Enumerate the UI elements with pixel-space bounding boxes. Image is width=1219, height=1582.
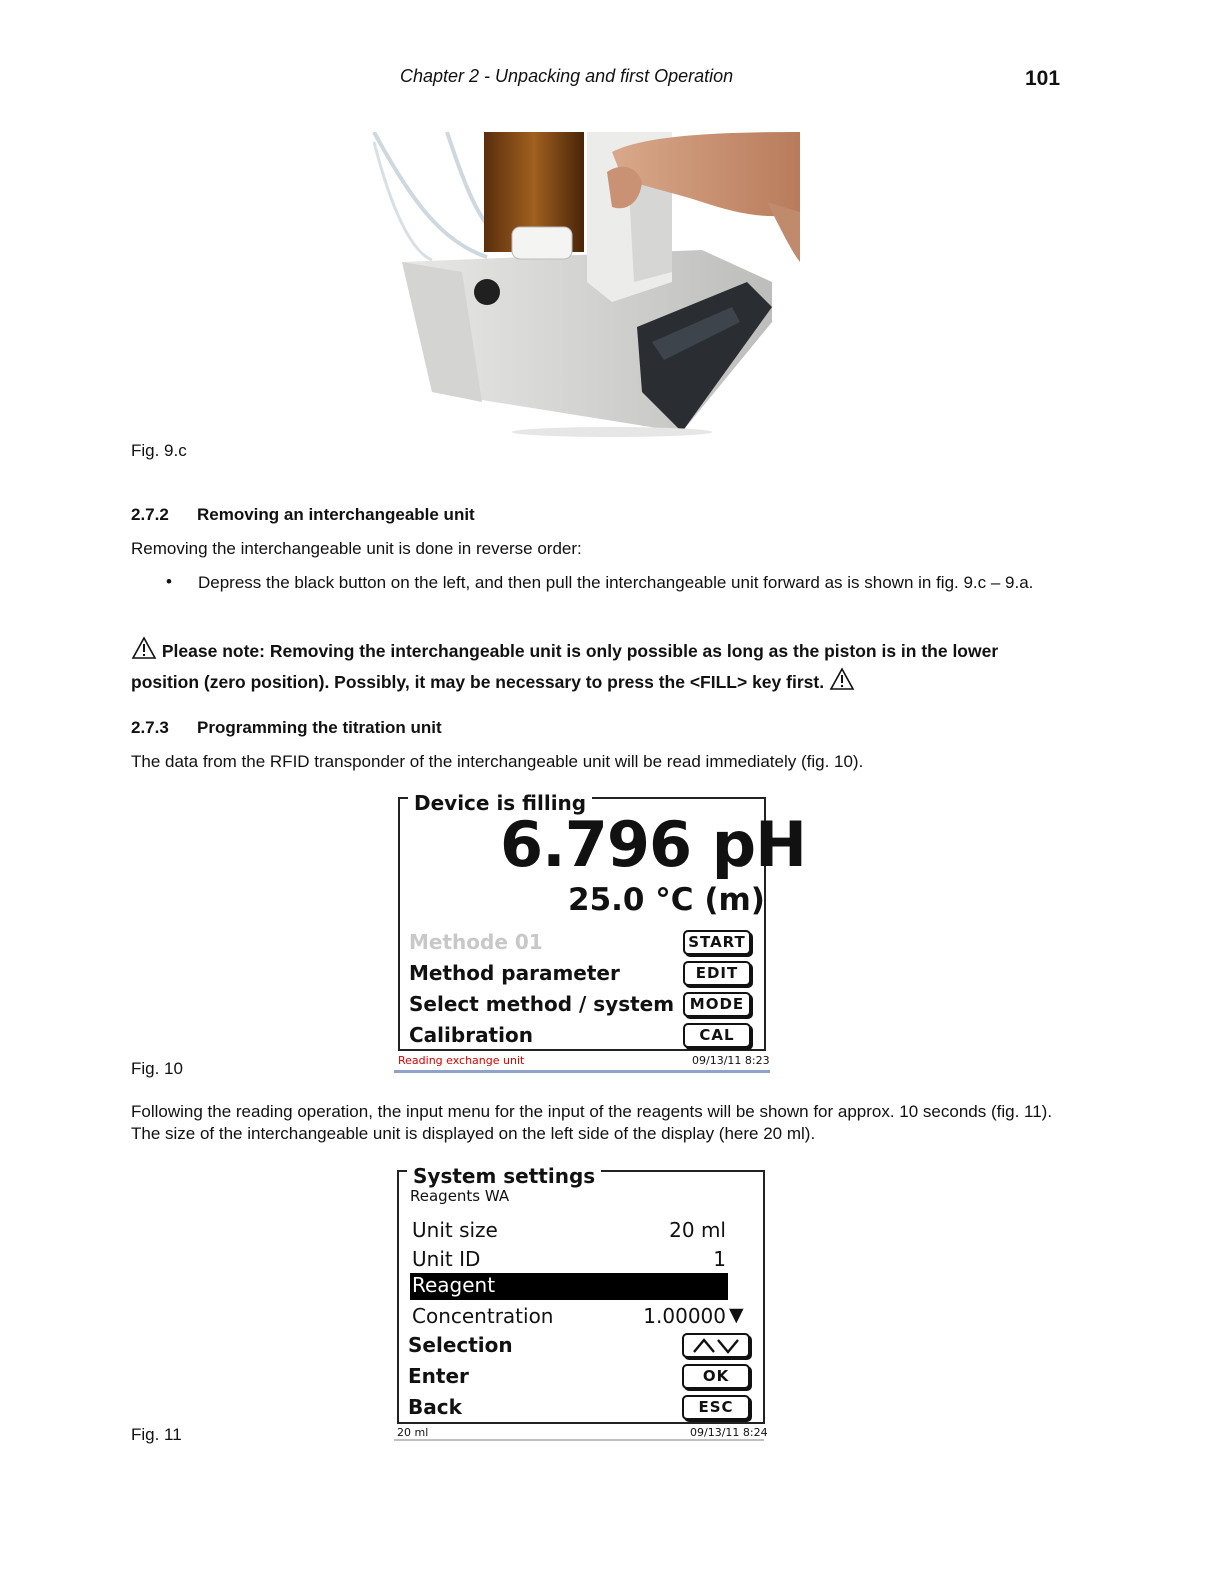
up-down-key[interactable]: [682, 1333, 750, 1358]
warning-note-text: Please note: Removing the interchangeable unit is only possible as long as the piston is in the lower position (zero position). Possibly, it may be necessary to press the <FILL> key first.: [131, 641, 999, 692]
status-datetime: 09/13/11 8:23: [692, 1054, 770, 1067]
selected-row-reagent[interactable]: [410, 1273, 728, 1300]
cal-key[interactable]: CAL: [683, 1023, 751, 1048]
field-label-reagent: Reagent: [412, 1273, 496, 1297]
chapter-title: Chapter 2 - Unpacking and first Operation: [400, 66, 734, 86]
edit-key[interactable]: EDIT: [683, 961, 751, 986]
esc-key[interactable]: ESC: [682, 1395, 750, 1420]
device-photo: [372, 132, 800, 438]
field-label-unit-id: Unit ID: [412, 1247, 481, 1271]
figure-caption-9c: Fig. 9.c: [131, 441, 187, 460]
warning-icon: [131, 636, 157, 660]
menu-item-calibration: Calibration: [409, 1023, 533, 1047]
figure-caption-10: Fig. 10: [131, 1059, 183, 1078]
status-underline: [394, 1439, 764, 1441]
section-title: Removing an interchangeable unit: [197, 505, 475, 524]
screen-title: Device is filling: [408, 791, 592, 815]
menu-item-back: Back: [408, 1395, 462, 1419]
follow-paragraph: Following the reading operation, the input menu for the input of the reagents will be shown for approx. 10 seconds (fig. 11). The size of the interchangeable unit is displayed on the left side of the display (here 20 ml).: [131, 1102, 1053, 1143]
screen-title: System settings: [407, 1164, 601, 1188]
temperature-value: 25.0 °C (m): [568, 882, 765, 918]
ok-key[interactable]: OK: [682, 1364, 750, 1389]
section-heading-272: [131, 505, 475, 525]
figure-caption-11: Fig. 11: [131, 1425, 182, 1444]
status-message: Reading exchange unit: [398, 1054, 525, 1067]
status-unit-size: 20 ml: [397, 1426, 429, 1439]
section-intro: Removing the interchangeable unit is done in reverse order:: [131, 539, 582, 558]
section-heading-273: [131, 718, 442, 738]
field-label-concentration: Concentration: [412, 1304, 554, 1328]
field-value-unit-id: 1: [713, 1247, 726, 1271]
up-down-arrows-icon: [688, 1336, 744, 1355]
section-intro: The data from the RFID transponder of the interchangeable unit will be read immediately (fig. 10).: [131, 752, 864, 771]
screen-subtitle: Reagents WA: [410, 1187, 510, 1205]
measurement-value: 6.796 pH: [500, 808, 806, 881]
field-value-unit-size: 20 ml: [669, 1218, 726, 1242]
menu-item-selection: Selection: [408, 1333, 513, 1357]
menu-item-method-name: Methode 01: [409, 930, 543, 954]
field-value-concentration: 1.00000: [643, 1304, 726, 1328]
status-datetime: 09/13/11 8:24: [690, 1426, 768, 1439]
section-number: 2.7.3: [131, 718, 169, 737]
bullet-item: Depress the black button on the left, and then pull the interchangeable unit forward as is shown in fig. 9.c – 9.a.: [198, 573, 1034, 592]
menu-item-method-parameter: Method parameter: [409, 961, 620, 985]
menu-item-select-method: Select method / system: [409, 992, 675, 1016]
field-label-unit-size: Unit size: [412, 1218, 498, 1242]
scroll-down-icon: ▼: [729, 1304, 744, 1326]
section-title: Programming the titration unit: [197, 718, 442, 737]
section-number: 2.7.2: [131, 505, 169, 524]
mode-key[interactable]: MODE: [683, 992, 751, 1017]
start-key[interactable]: START: [683, 930, 751, 955]
status-underline: [394, 1070, 770, 1073]
bullet-marker: •: [166, 572, 172, 591]
warning-note: [131, 636, 1071, 698]
warning-icon: [829, 667, 855, 691]
menu-item-enter: Enter: [408, 1364, 469, 1388]
page-number: 101: [1025, 67, 1061, 90]
